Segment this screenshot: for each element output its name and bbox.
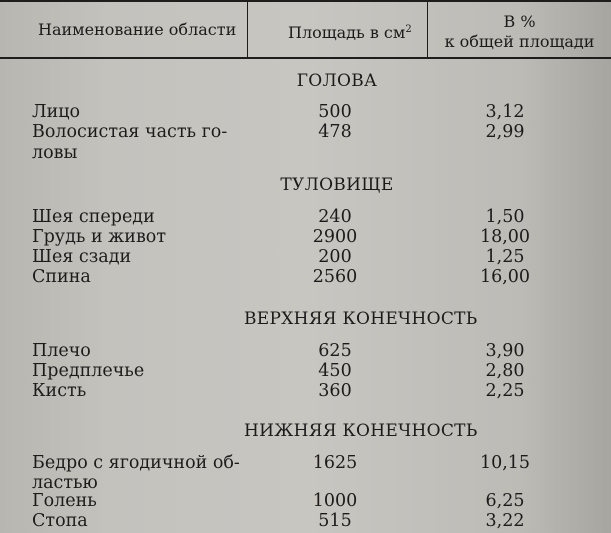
header-percent-line2: к общей площади xyxy=(444,32,595,51)
row-percent: 10,15 xyxy=(479,453,531,473)
row-area: 200 xyxy=(318,247,352,267)
row-name: Стопа xyxy=(32,511,88,531)
row-percent: 3,90 xyxy=(485,341,525,361)
row-name: Голень xyxy=(32,491,97,511)
row-percent: 2,80 xyxy=(485,361,525,381)
row-name: Бедро с ягодичной об- xyxy=(32,453,240,473)
row-percent: 3,12 xyxy=(485,102,525,122)
header-area: Площадь в $см^2$ xyxy=(288,23,412,42)
row-area: 2900 xyxy=(312,227,358,247)
row-area: 515 xyxy=(318,511,352,531)
row-area: 1625 xyxy=(312,453,358,473)
row-area: 478 xyxy=(318,122,352,142)
row-percent: 18,00 xyxy=(479,227,531,247)
row-name: Плечо xyxy=(32,341,91,361)
section-title: ГОЛОВА xyxy=(296,71,378,91)
row-name: Грудь и живот xyxy=(32,227,167,247)
row-area: 2560 xyxy=(312,267,358,287)
header-bottom-rule xyxy=(0,57,611,59)
area-unit-superscript: 2 xyxy=(405,24,412,35)
row-percent: 3,22 xyxy=(485,511,525,531)
header-percent-line1: В % xyxy=(503,12,536,31)
row-name: Шея спереди xyxy=(32,207,155,227)
row-percent: 2,25 xyxy=(485,381,525,401)
row-percent: 6,25 xyxy=(485,491,525,511)
row-area: 240 xyxy=(318,207,352,227)
row-name-continuation: ловы xyxy=(32,143,78,163)
header-region: Наименование области xyxy=(38,20,237,39)
section-title: ВЕРХНЯЯ КОНЕЧНОСТЬ xyxy=(244,309,478,329)
row-name: Шея сзади xyxy=(32,247,132,267)
row-name: Волосистая часть го- xyxy=(32,122,228,142)
row-name: Кисть xyxy=(32,381,87,401)
row-name-continuation: ластью xyxy=(32,473,98,493)
row-name: Спина xyxy=(32,267,91,287)
column-divider-1 xyxy=(247,2,248,57)
row-name: Лицо xyxy=(32,102,81,122)
section-title: НИЖНЯЯ КОНЕЧНОСТЬ xyxy=(244,421,478,441)
row-area: 450 xyxy=(318,361,352,381)
row-area: 360 xyxy=(318,381,352,401)
row-percent: 1,50 xyxy=(485,207,525,227)
row-percent: 16,00 xyxy=(479,267,531,287)
row-area: 625 xyxy=(318,341,352,361)
row-percent: 2,99 xyxy=(485,122,525,142)
table-top-rule xyxy=(0,0,611,2)
row-area: 500 xyxy=(318,102,352,122)
section-title: ТУЛОВИЩЕ xyxy=(280,175,394,195)
row-name: Предплечье xyxy=(32,361,145,381)
row-area: 1000 xyxy=(312,491,358,511)
row-percent: 1,25 xyxy=(485,247,525,267)
